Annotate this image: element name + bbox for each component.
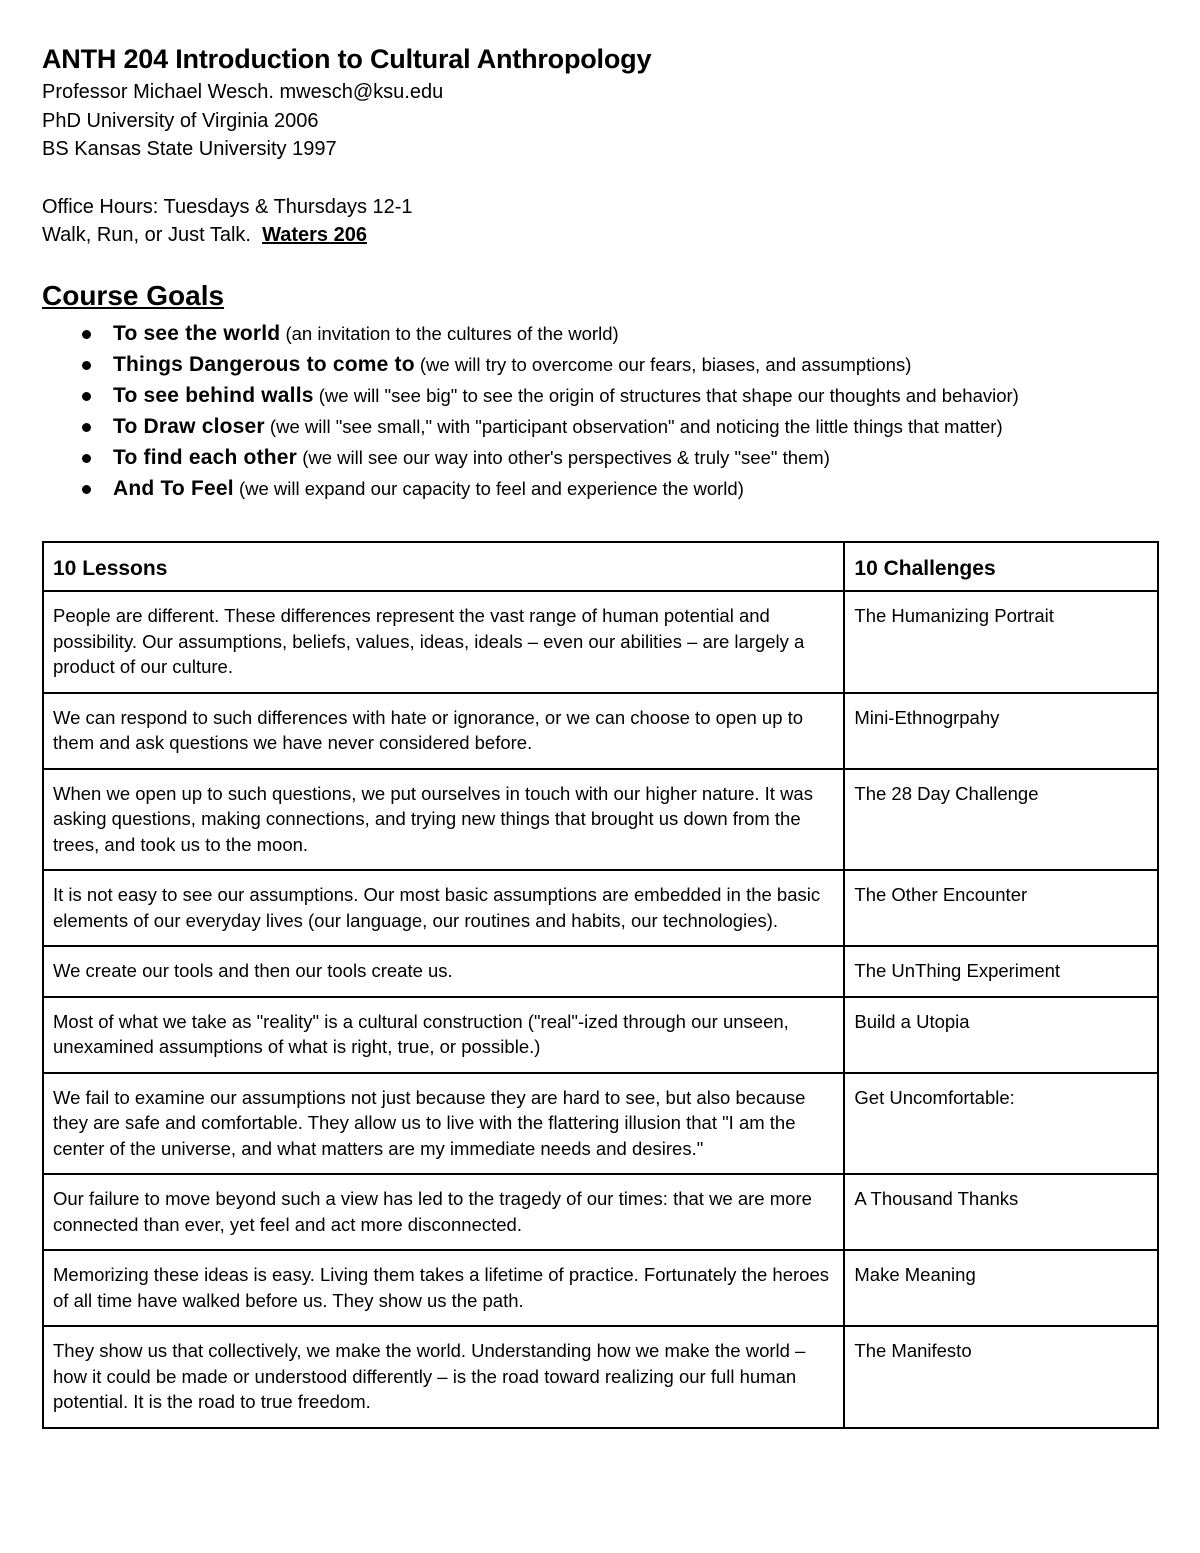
lesson-cell: They show us that collectively, we make the world. Understanding how we make the world – how it could be made or understood differently – is the road toward realizing our full human potential. It is the road to true freedom.: [43, 1326, 844, 1428]
lessons-column-header: 10 Lessons: [43, 542, 844, 591]
goal-description: (we will try to overcome our fears, biases, and assumptions): [414, 353, 912, 375]
lesson-cell: When we open up to such questions, we put ourselves in touch with our higher nature. It was asking questions, making connections, and trying new things that brought us down from the trees, and took us to the moon.: [43, 769, 844, 871]
challenge-cell: Mini-Ethnogrpahy: [844, 693, 1158, 769]
challenge-cell: Make Meaning: [844, 1250, 1158, 1326]
lessons-challenges-table: [42, 541, 1159, 1429]
lesson-cell: We create our tools and then our tools create us.: [43, 946, 844, 997]
lesson-cell: Our failure to move beyond such a view has led to the tragedy of our times: that we are more connected than ever, yet feel and act more disconnected.: [43, 1174, 844, 1250]
course-title: ANTH 204 Introduction to Cultural Anthropology: [42, 44, 652, 74]
goal-title: Things Dangerous to come to: [113, 352, 415, 376]
office-location-link[interactable]: Waters 206: [262, 224, 367, 246]
challenge-cell: The Other Encounter: [844, 870, 1158, 946]
goal-description: (we will "see small," with "participant observation" and noticing the little things that matter): [264, 415, 1003, 437]
goal-title: To see behind walls: [113, 383, 314, 407]
bullet-icon: [82, 454, 91, 463]
table-row: [43, 1326, 1158, 1428]
bullet-icon: [82, 392, 91, 401]
goal-item: [42, 318, 1160, 349]
goal-title: To Draw closer: [113, 414, 265, 438]
goal-item: [42, 349, 1160, 380]
lesson-cell: We can respond to such differences with hate or ignorance, or we can choose to open up to them and ask questions we have never considered before.: [43, 693, 844, 769]
document-page: [42, 40, 1160, 1412]
challenge-cell: The UnThing Experiment: [844, 946, 1158, 997]
challenges-column-header: 10 Challenges: [844, 542, 1158, 591]
goal-description: (we will see our way into other's perspectives & truly "see" them): [297, 446, 830, 468]
goal-title: To find each other: [113, 445, 298, 469]
goal-description: (we will expand our capacity to feel and experience the world): [233, 477, 744, 499]
table-row: [43, 769, 1158, 871]
goal-item: [42, 411, 1160, 442]
goal-description: (we will "see big" to see the origin of structures that shape our thoughts and behavior): [313, 384, 1019, 406]
lesson-cell: We fail to examine our assumptions not just because they are hard to see, but also because they are safe and comfortable. They allow us to live with the flattering illusion that "I am the center of the universe, and what matters are my immediate needs and desires.": [43, 1073, 844, 1175]
goal-item: [42, 442, 1160, 473]
table-row: [43, 1073, 1158, 1175]
bullet-icon: [82, 330, 91, 339]
table-header-row: [43, 542, 1158, 591]
course-goals-list: [42, 318, 1160, 504]
course-goals-heading: Course Goals: [42, 279, 225, 311]
challenge-cell: Build a Utopia: [844, 997, 1158, 1073]
professor-line: Professor Michael Wesch. mwesch@ksu.edu: [42, 81, 444, 103]
challenge-cell: The Humanizing Portrait: [844, 591, 1158, 693]
bs-line: BS Kansas State University 1997: [42, 138, 337, 160]
challenge-cell: A Thousand Thanks: [844, 1174, 1158, 1250]
lesson-cell: Memorizing these ideas is easy. Living them takes a lifetime of practice. Fortunately the heroes of all time have walked before us. They show us the path.: [43, 1250, 844, 1326]
phd-line: PhD University of Virginia 2006: [42, 109, 319, 132]
bullet-icon: [82, 361, 91, 370]
spacer: [42, 164, 1160, 193]
lesson-cell: Most of what we take as "reality" is a cultural construction ("real"-ized through our unseen, unexamined assumptions of what is right, true, or possible.): [43, 997, 844, 1073]
table-row: [43, 870, 1158, 946]
table-row: [43, 1174, 1158, 1250]
office-hours-line: Office Hours: Tuesdays & Thursdays 12-1: [42, 195, 413, 218]
goal-item: [42, 473, 1160, 504]
challenge-cell: The 28 Day Challenge: [844, 769, 1158, 871]
bullet-icon: [82, 423, 91, 432]
lesson-cell: People are different. These differences represent the vast range of human potential and possibility. Our assumptions, beliefs, values, ideas, ideals – even our abilities – are largely a product of our culture.: [43, 591, 844, 693]
table-row: [43, 997, 1158, 1073]
goal-title: To see the world: [113, 321, 281, 345]
walk-text: Walk, Run, or Just Talk.: [42, 224, 263, 246]
table-row: [43, 1250, 1158, 1326]
table-row: [43, 693, 1158, 769]
goal-description: (an invitation to the cultures of the world): [280, 322, 619, 344]
table-row: [43, 591, 1158, 693]
table-row: [43, 946, 1158, 997]
challenge-cell: The Manifesto: [844, 1326, 1158, 1428]
goal-title: And To Feel: [113, 476, 234, 500]
lesson-cell: It is not easy to see our assumptions. Our most basic assumptions are embedded in the basic elements of our everyday lives (our language, our routines and habits, our technologies).: [43, 870, 844, 946]
walk-line: [42, 221, 1160, 250]
bullet-icon: [82, 485, 91, 494]
challenge-cell: Get Uncomfortable:: [844, 1073, 1158, 1175]
goal-item: [42, 380, 1160, 411]
